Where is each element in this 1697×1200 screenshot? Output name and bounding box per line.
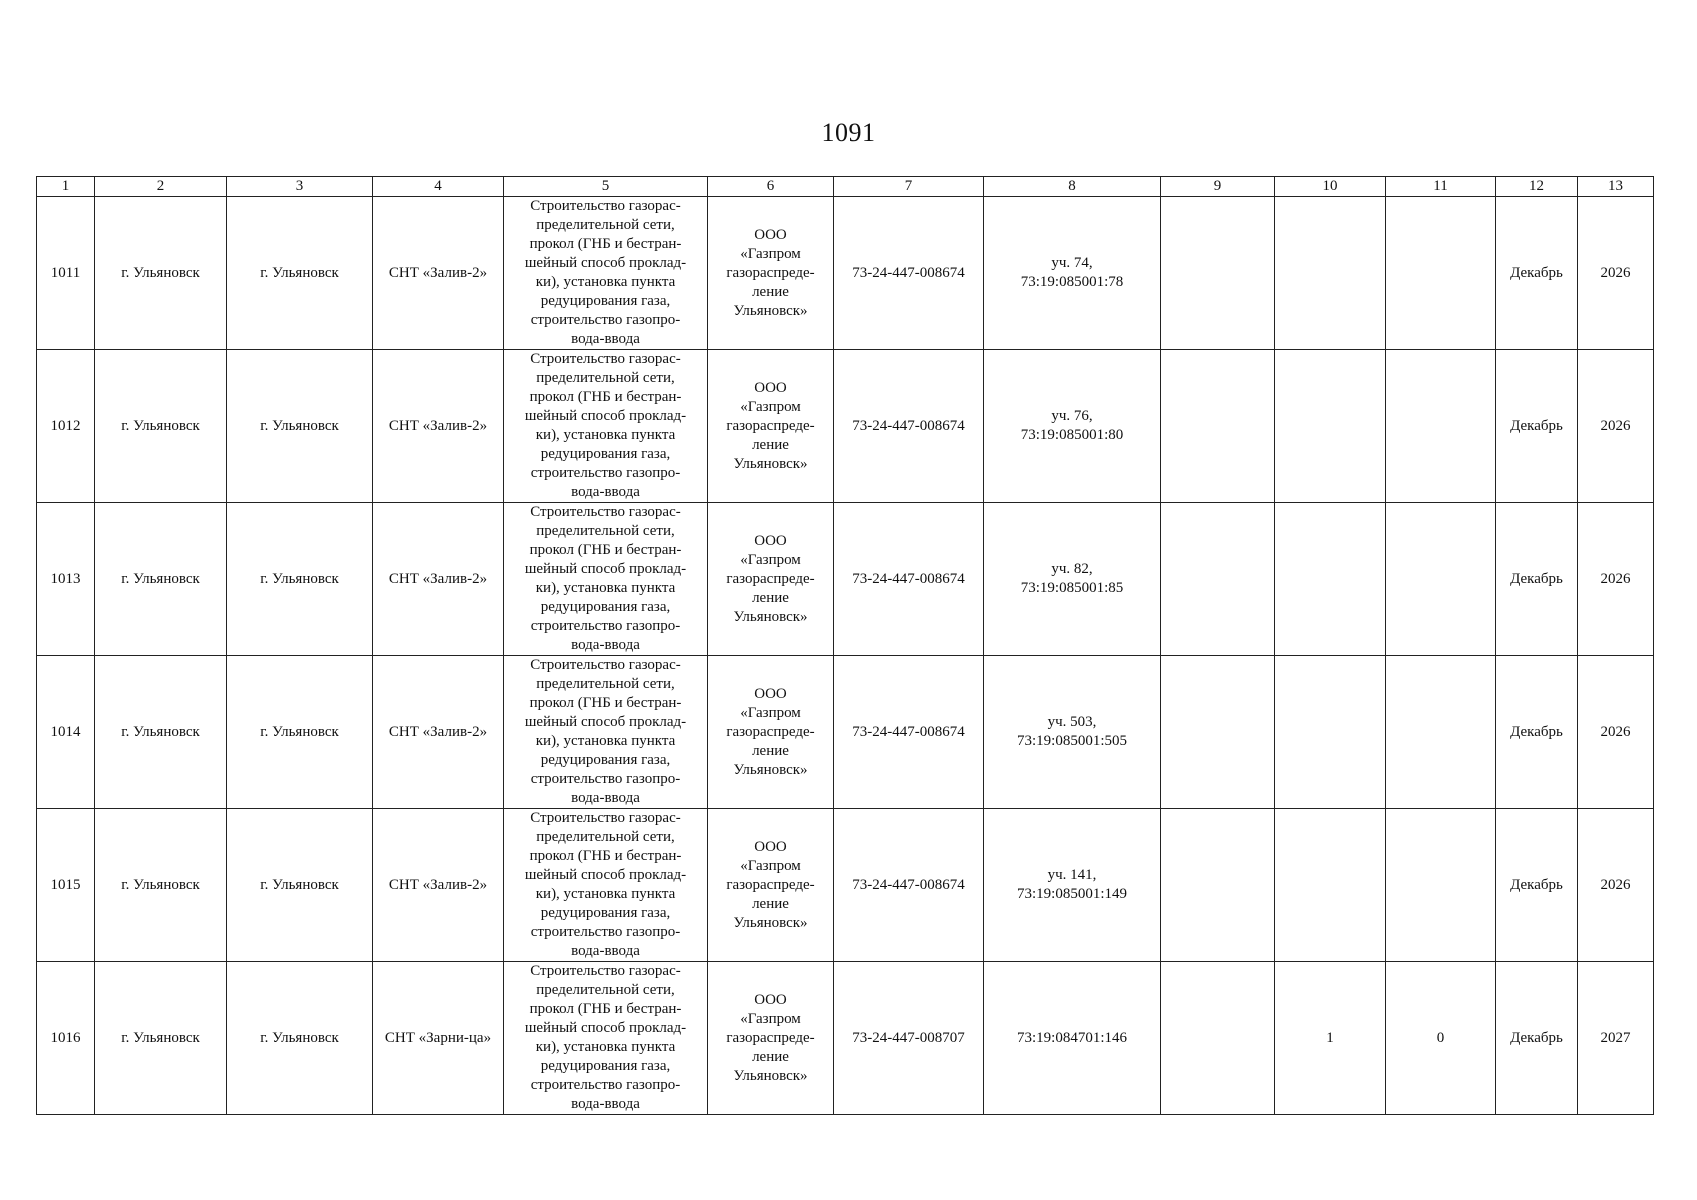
object-cell: СНТ «Залив-2»: [373, 656, 504, 809]
month-cell: Декабрь: [1496, 656, 1578, 809]
work-description-cell: [504, 809, 708, 962]
city-cell: г. Ульяновск: [95, 197, 227, 350]
object-cell: СНТ «Зарни-ца»: [373, 962, 504, 1115]
work-description-cell-line: пределительной сети,: [536, 982, 675, 998]
work-description-cell-line: пределительной сети,: [536, 370, 675, 386]
column-header-13: 13: [1578, 177, 1654, 197]
year-cell: 2026: [1578, 809, 1654, 962]
organization-cell-line: ление: [752, 436, 789, 453]
column-header-4: 4: [373, 177, 504, 197]
work-description-cell-line: вода-ввода: [571, 484, 640, 500]
work-description-cell-line: Строительство газорас-: [530, 810, 681, 826]
settlement-cell: г. Ульяновск: [227, 503, 373, 656]
work-description-cell-line: строительство газопро-: [530, 771, 681, 787]
work-description-cell-line: вода-ввода: [571, 1096, 640, 1112]
work-description-cell-line: прокол (ГНБ и бестран-: [529, 695, 682, 711]
work-description-cell-line: пределительной сети,: [536, 217, 675, 233]
parcel-cell: [984, 350, 1161, 503]
work-description-cell-line: ки), установка пункта: [535, 886, 676, 902]
parcel-cell-line: 73:19:084701:146: [1016, 1029, 1127, 1046]
column-11-cell: [1386, 503, 1496, 656]
table-row: [37, 962, 1654, 1115]
year-cell: 2027: [1578, 962, 1654, 1115]
settlement-cell: г. Ульяновск: [227, 656, 373, 809]
code-cell: 73-24-447-008674: [834, 503, 984, 656]
city-cell: г. Ульяновск: [95, 962, 227, 1115]
work-description-cell-line: Строительство газорас-: [530, 351, 681, 367]
column-header-7: 7: [834, 177, 984, 197]
object-cell: СНТ «Залив-2»: [373, 197, 504, 350]
parcel-cell-line: уч. 141,: [1047, 867, 1097, 883]
column-header-10: 10: [1275, 177, 1386, 197]
organization-cell-line: ООО: [754, 838, 787, 855]
parcel-cell-line: уч. 74,: [1051, 255, 1093, 271]
column-9-cell: [1161, 503, 1275, 656]
parcel-cell: [984, 962, 1161, 1115]
column-9-cell: [1161, 656, 1275, 809]
column-11-cell: [1386, 197, 1496, 350]
settlement-cell: г. Ульяновск: [227, 350, 373, 503]
column-10-cell: 1: [1275, 962, 1386, 1115]
work-description-cell-line: вода-ввода: [571, 331, 640, 347]
parcel-cell-line: 73:19:085001:78: [1020, 274, 1124, 290]
work-description-cell-line: ки), установка пункта: [535, 580, 676, 596]
work-description-cell-line: редуцирования газа,: [540, 752, 671, 768]
organization-cell: [708, 503, 834, 656]
work-description-cell-line: ки), установка пункта: [535, 733, 676, 749]
row-number-cell: 1015: [37, 809, 95, 962]
month-cell: Декабрь: [1496, 962, 1578, 1115]
work-description-cell-line: пределительной сети,: [536, 829, 675, 845]
column-10-cell: [1275, 503, 1386, 656]
settlement-cell: г. Ульяновск: [227, 197, 373, 350]
organization-cell-line: ление: [752, 1048, 789, 1065]
city-cell: г. Ульяновск: [95, 350, 227, 503]
column-header-3: 3: [227, 177, 373, 197]
parcel-cell-line: 73:19:085001:85: [1020, 580, 1124, 596]
table-row: [37, 656, 1654, 809]
table-row: [37, 197, 1654, 350]
year-cell: 2026: [1578, 503, 1654, 656]
organization-cell-line: Ульяновск»: [733, 455, 808, 472]
year-cell: 2026: [1578, 197, 1654, 350]
row-number-cell: 1011: [37, 197, 95, 350]
row-number-cell: 1016: [37, 962, 95, 1115]
work-description-cell-line: шейный способ проклад-: [524, 714, 687, 730]
work-description-cell-line: шейный способ проклад-: [524, 255, 687, 271]
work-description-cell-line: ки), установка пункта: [535, 427, 676, 443]
table-row: [37, 503, 1654, 656]
month-cell: Декабрь: [1496, 197, 1578, 350]
organization-cell-line: Ульяновск»: [733, 761, 808, 778]
parcel-cell-line: 73:19:085001:80: [1020, 427, 1124, 443]
organization-cell-line: ООО: [754, 991, 787, 1008]
parcel-cell: [984, 656, 1161, 809]
work-description-cell: [504, 503, 708, 656]
organization-cell-line: газораспреде-: [726, 570, 815, 587]
parcel-cell-line: уч. 503,: [1047, 714, 1097, 730]
organization-cell-line: газораспреде-: [726, 417, 815, 434]
organization-cell-line: ление: [752, 283, 789, 300]
object-cell: СНТ «Залив-2»: [373, 809, 504, 962]
parcel-cell-line: 73:19:085001:505: [1016, 733, 1127, 749]
registry-table: [36, 176, 1654, 1115]
city-cell: г. Ульяновск: [95, 809, 227, 962]
column-9-cell: [1161, 350, 1275, 503]
organization-cell-line: газораспреде-: [726, 876, 815, 893]
column-header-11: 11: [1386, 177, 1496, 197]
organization-cell: [708, 809, 834, 962]
work-description-cell-line: пределительной сети,: [536, 523, 675, 539]
column-9-cell: [1161, 197, 1275, 350]
work-description-cell-line: вода-ввода: [571, 943, 640, 959]
work-description-cell-line: строительство газопро-: [530, 1077, 681, 1093]
column-11-cell: [1386, 809, 1496, 962]
city-cell: г. Ульяновск: [95, 656, 227, 809]
organization-cell-line: «Газпром: [740, 551, 801, 568]
work-description-cell-line: вода-ввода: [571, 790, 640, 806]
organization-cell-line: ление: [752, 742, 789, 759]
organization-cell-line: «Газпром: [740, 245, 801, 262]
work-description-cell: [504, 197, 708, 350]
city-cell: г. Ульяновск: [95, 503, 227, 656]
organization-cell-line: Ульяновск»: [733, 1067, 808, 1084]
work-description-cell-line: прокол (ГНБ и бестран-: [529, 236, 682, 252]
organization-cell-line: «Газпром: [740, 704, 801, 721]
column-header-8: 8: [984, 177, 1161, 197]
code-cell: 73-24-447-008674: [834, 197, 984, 350]
organization-cell-line: ление: [752, 589, 789, 606]
column-10-cell: [1275, 656, 1386, 809]
parcel-cell: [984, 503, 1161, 656]
row-number-cell: 1014: [37, 656, 95, 809]
month-cell: Декабрь: [1496, 809, 1578, 962]
organization-cell: [708, 656, 834, 809]
organization-cell-line: ление: [752, 895, 789, 912]
column-11-cell: [1386, 656, 1496, 809]
organization-cell-line: газораспреде-: [726, 723, 815, 740]
organization-cell-line: газораспреде-: [726, 264, 815, 281]
year-cell: 2026: [1578, 656, 1654, 809]
column-header-9: 9: [1161, 177, 1275, 197]
work-description-cell-line: прокол (ГНБ и бестран-: [529, 389, 682, 405]
organization-cell-line: ООО: [754, 685, 787, 702]
work-description-cell-line: ки), установка пункта: [535, 274, 676, 290]
work-description-cell: [504, 350, 708, 503]
month-cell: Декабрь: [1496, 503, 1578, 656]
work-description-cell-line: прокол (ГНБ и бестран-: [529, 1001, 682, 1017]
organization-cell-line: Ульяновск»: [733, 914, 808, 931]
organization-cell-line: «Газпром: [740, 857, 801, 874]
code-cell: 73-24-447-008707: [834, 962, 984, 1115]
parcel-cell-line: 73:19:085001:149: [1016, 886, 1127, 902]
organization-cell: [708, 197, 834, 350]
parcel-cell: [984, 197, 1161, 350]
table-row: [37, 350, 1654, 503]
work-description-cell-line: пределительной сети,: [536, 676, 675, 692]
work-description-cell-line: Строительство газорас-: [530, 657, 681, 673]
organization-cell-line: Ульяновск»: [733, 302, 808, 319]
organization-cell-line: «Газпром: [740, 398, 801, 415]
work-description-cell-line: Строительство газорас-: [530, 198, 681, 214]
column-header-2: 2: [95, 177, 227, 197]
parcel-cell-line: уч. 82,: [1051, 561, 1093, 577]
column-header-1: 1: [37, 177, 95, 197]
work-description-cell-line: строительство газопро-: [530, 312, 681, 328]
work-description-cell-line: шейный способ проклад-: [524, 561, 687, 577]
column-9-cell: [1161, 809, 1275, 962]
column-header-6: 6: [708, 177, 834, 197]
column-11-cell: [1386, 350, 1496, 503]
column-header-12: 12: [1496, 177, 1578, 197]
organization-cell: [708, 350, 834, 503]
work-description-cell-line: редуцирования газа,: [540, 1058, 671, 1074]
organization-cell-line: Ульяновск»: [733, 608, 808, 625]
work-description-cell: [504, 962, 708, 1115]
organization-cell-line: газораспреде-: [726, 1029, 815, 1046]
row-number-cell: 1012: [37, 350, 95, 503]
code-cell: 73-24-447-008674: [834, 656, 984, 809]
column-header-5: 5: [504, 177, 708, 197]
parcel-cell: [984, 809, 1161, 962]
work-description-cell-line: шейный способ проклад-: [524, 1020, 687, 1036]
page-number: 1091: [821, 118, 876, 147]
work-description-cell-line: прокол (ГНБ и бестран-: [529, 848, 682, 864]
work-description-cell-line: редуцирования газа,: [540, 446, 671, 462]
organization-cell: [708, 962, 834, 1115]
month-cell: Декабрь: [1496, 350, 1578, 503]
work-description-cell-line: шейный способ проклад-: [524, 408, 687, 424]
column-10-cell: [1275, 809, 1386, 962]
settlement-cell: г. Ульяновск: [227, 809, 373, 962]
organization-cell-line: ООО: [754, 226, 787, 243]
code-cell: 73-24-447-008674: [834, 350, 984, 503]
work-description-cell-line: ки), установка пункта: [535, 1039, 676, 1055]
object-cell: СНТ «Залив-2»: [373, 350, 504, 503]
work-description-cell-line: редуцирования газа,: [540, 905, 671, 921]
code-cell: 73-24-447-008674: [834, 809, 984, 962]
column-9-cell: [1161, 962, 1275, 1115]
organization-cell-line: «Газпром: [740, 1010, 801, 1027]
year-cell: 2026: [1578, 350, 1654, 503]
work-description-cell-line: вода-ввода: [571, 637, 640, 653]
object-cell: СНТ «Залив-2»: [373, 503, 504, 656]
parcel-cell-line: уч. 76,: [1051, 408, 1093, 424]
table-body: [37, 197, 1654, 1115]
work-description-cell-line: прокол (ГНБ и бестран-: [529, 542, 682, 558]
settlement-cell: г. Ульяновск: [227, 962, 373, 1115]
work-description-cell-line: шейный способ проклад-: [524, 867, 687, 883]
work-description-cell-line: Строительство газорас-: [530, 963, 681, 979]
organization-cell-line: ООО: [754, 379, 787, 396]
work-description-cell-line: редуцирования газа,: [540, 293, 671, 309]
column-10-cell: [1275, 197, 1386, 350]
work-description-cell-line: Строительство газорас-: [530, 504, 681, 520]
organization-cell-line: ООО: [754, 532, 787, 549]
work-description-cell-line: строительство газопро-: [530, 924, 681, 940]
column-10-cell: [1275, 350, 1386, 503]
work-description-cell: [504, 656, 708, 809]
work-description-cell-line: строительство газопро-: [530, 465, 681, 481]
table-row: [37, 809, 1654, 962]
work-description-cell-line: редуцирования газа,: [540, 599, 671, 615]
work-description-cell-line: строительство газопро-: [530, 618, 681, 634]
column-number-row: [37, 177, 1654, 197]
row-number-cell: 1013: [37, 503, 95, 656]
column-11-cell: 0: [1386, 962, 1496, 1115]
